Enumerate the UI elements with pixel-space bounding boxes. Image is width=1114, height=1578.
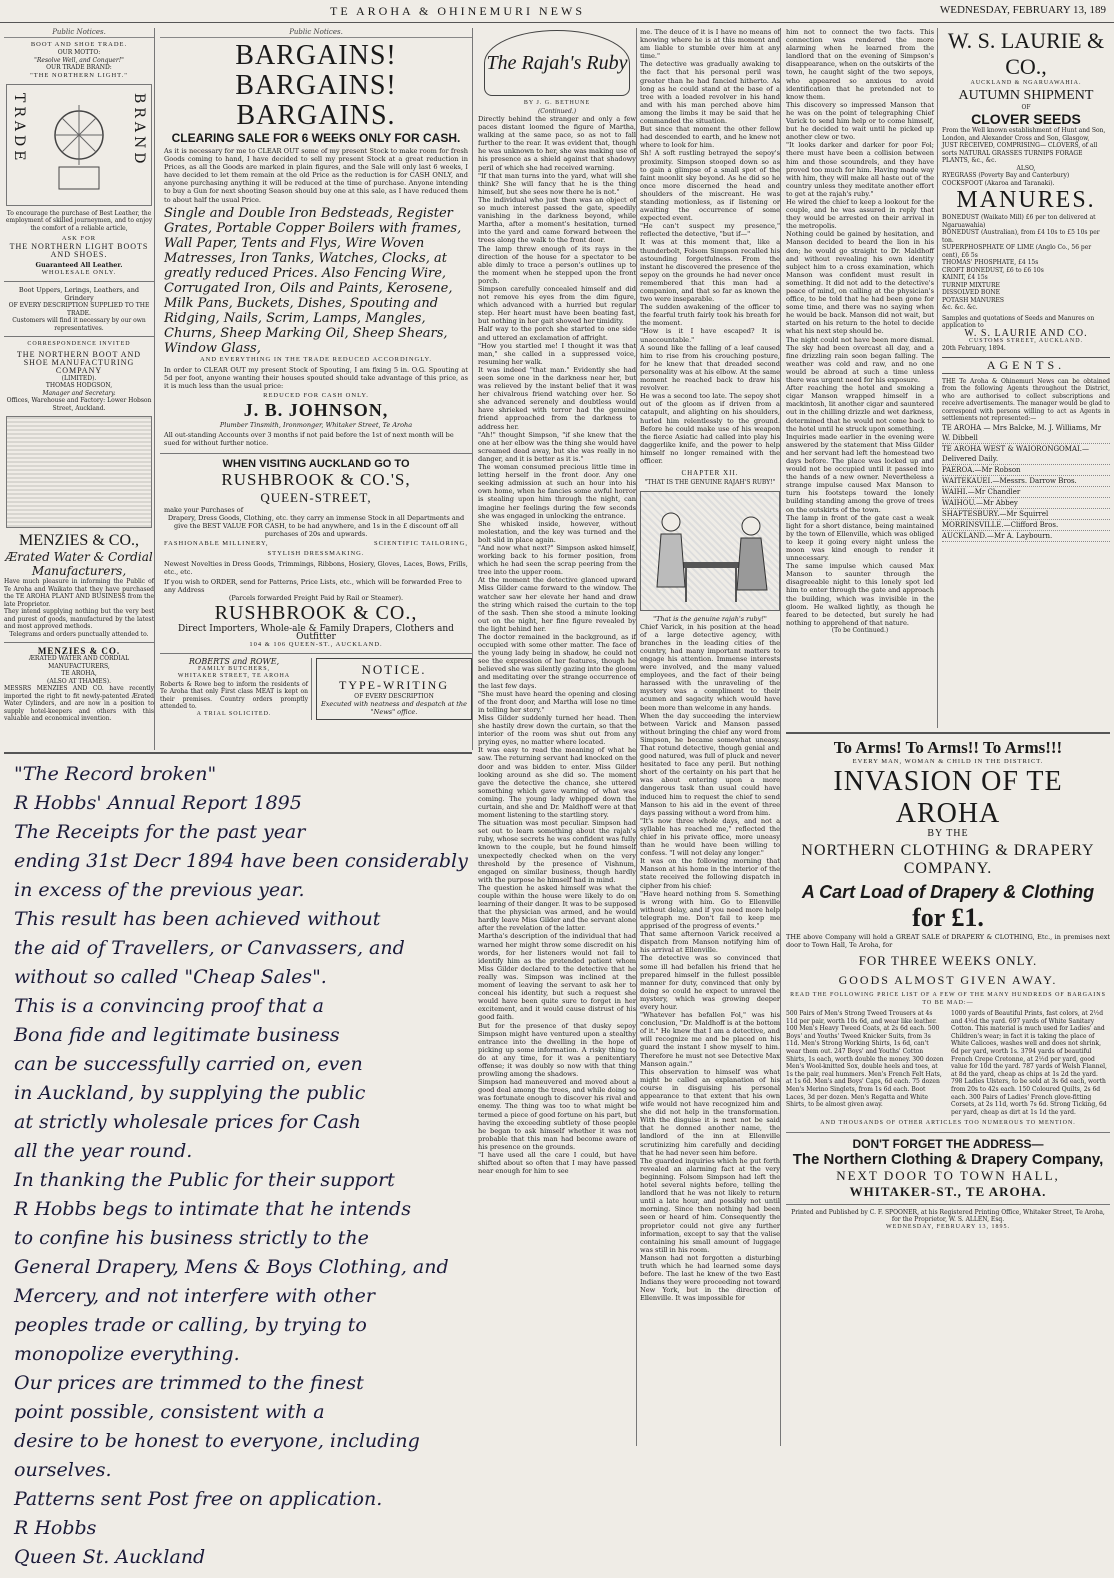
brand-name: "THE NORTHERN LIGHT." <box>30 71 128 79</box>
correspondence: CORRESPONDENCE INVITED <box>27 341 131 347</box>
figures-at-table-icon <box>641 492 779 608</box>
laurie-heading: W. S. LAURIE & CO., <box>947 28 1105 79</box>
story-paragraph: "It's now three whole days, and not a syllable has reached me," reflected the chief in his private office, more uneasy than he would have been willing to confess. "I will not delay any longer." <box>640 816 780 858</box>
story-paragraph: "Ah!" thought Simpson, "if she knew that the one at her elbow was the thing she would have screamed dead away, but she was really in no danger, and it is better as it is." <box>478 430 636 463</box>
items-list: Single and Double Iron Bedsteads, Register Grates, Portable Copper Boilers with frames, Wall Paper, Tents and Flys, Wire Woven Matresses, Iron Tanks, Watches, Clocks, at greatly reduced Prices. Also Fencing Wire, Corrugated Iron, Oils and Paints, Kerosene, Milk Pans, Buckets, Dishes, Spouting and Ridging, Nails, Scrim, Lamps, Mangles, Churns, Sheep Marking Oil, Sheep Shears, Window Glass, <box>164 205 462 356</box>
letter-line: Patterns sent Post free on application. <box>14 1488 383 1510</box>
letter-line: Our prices are trimmed to the finest <box>14 1372 364 1394</box>
story-paragraph: Manson had not forgotten a disturbing truth which he had learned some days before. The last he knew of the two East Indians they were proceeding not toward New York, but in the direction of Ellenville. It was impossible for <box>640 1253 780 1303</box>
letter-line: without so called "Cheap Sales". <box>14 966 327 988</box>
clearing-sale: CLEARING SALE FOR 6 WEEKS ONLY FOR CASH. <box>171 131 461 145</box>
story-paragraph: Nothing could be gained by hesitation, and Manson decided to beard the lion in his den; he would go straight to Dr. Maldhoff and without revealing his own identity subject him to a cross examination, which Manson was confident must result in something. It did not add to the detective's peace of mind, on calling at the physician's office, to be told that he had been gone for some time, and there was no saying when he would be back. Manson did not wait, but started on his return to the hotel to decide what his next step should be. <box>786 230 934 336</box>
boot-trade-heading: BOOT AND SHOE TRADE. <box>30 41 128 48</box>
story-illustration <box>640 491 780 611</box>
letter-line: desire to be honest to everyone, including <box>14 1430 420 1452</box>
agent-row: SHAFTESBURY.—Mr Squirrel <box>942 509 1110 520</box>
story-paragraph: That same afternoon Varick received a dispatch from Manson notifying him of his arrival at Ellenville. <box>640 930 780 955</box>
samples-text: If you wish to ORDER, send for Patterns, Price Lists, etc., which will be forwarded Free to any Address <box>164 577 462 594</box>
agent-row: WAITEKAUEI.—Messrs. Darrow Bros. <box>942 476 1110 487</box>
received-list: JUST RECEIVED, COMPRISING— CLOVERS, of all sorts NATURAL GRASSES TURNIPS FORAGE PLANTS, &c., &c. <box>942 142 1098 164</box>
story-paragraph: The lamp in front of the gate cast a weak light for a short distance, being maintained by the town of Ellenville, which was obliged to keep it going every night unless the moon was kind enough to render it unnecessary. <box>786 513 934 563</box>
johnson-name: J. B. JOHNSON, <box>243 399 389 420</box>
letter-line: ourselves. <box>14 1459 112 1481</box>
rushbrook-address: 104 & 106 QUEEN-ST., AUCKLAND. <box>249 640 383 648</box>
read-price-list: READ THE FOLLOWING PRICE LIST OF A FEW OF THE MANY HUNDREDS OF BARGAINS TO BE MAD:— <box>790 992 1106 1006</box>
menzies-text: Have much pleasure in informing the Public of Te Aroha and Waikato that they have purchased the TE AROHA PLANT AND BUSINESS from the late Proprietor. <box>4 578 154 608</box>
story-paragraph: This discovery so impressed Manson that he was on the point of telegraphing Chief Varick to send him help or to come himself, but he decided to wait until he picked up another clew or two. <box>786 100 934 142</box>
three-weeks: FOR THREE WEEKS ONLY. <box>858 953 1038 968</box>
limited: (LIMITED). <box>61 374 97 382</box>
menzies-heading-2: MENZIES & CO. <box>37 646 121 656</box>
story-paragraph: Chief Varick, in his position at the head of a large detective agency, with branches in the leading cities of the country, had many important matters to engage his attention. Immense interests were involved, and the many valued employees, and the fact of their being harassed with the unraveling of the mystery was a compliment to their acumen and sagacity which would have been more than welcome in any hands. <box>640 622 780 712</box>
story-paragraph: "Whatever has befallen Fol," was his conclusion, "Dr. Maldhoff is at the bottom of it." He knew that I am a detective, and will recognize me and be placed on his guard the instant I show myself to him. Therefore he must not see Detective Max Manson again." <box>640 1011 780 1068</box>
story-paragraph: Simpson had maneuvered and moved about a good deal among the trees, and while doing so was fortunate enough to discover his rival and enemy. The thing was too to what might be termed a piece of good fortune on his part, but having the exceeding subtlety of those people he began to ask himself whether it was not probable that this man had become aware of his presence on the grounds. <box>478 1078 636 1151</box>
column-public-notices-right <box>160 28 473 750</box>
agent-row: PAEROA.—Mr Robson <box>942 465 1110 476</box>
bargains-heading: BARGAINS! BARGAINS! <box>235 40 397 101</box>
brand-word: BRAND <box>131 92 147 167</box>
samples-line: Samples and quotations of Seeds and Manures on application to <box>942 314 1095 329</box>
letter-line: in Auckland, by supplying the public <box>14 1082 366 1104</box>
roberts-heading: ROBERTS and ROWE, <box>188 656 280 666</box>
spouting-order: In order to CLEAR OUT my present Stock of Spouting, I am fixing 5 in. O.G. Spouting at 5d per foot, anyone wanting their houses spouted should take advantage of this price, as it is much less than the usual price: <box>164 365 468 390</box>
story-paragraph: The detective was gradually awaking to the fact that his personal peril was greater than he had fancied hitherto. As long as he could stand at the base of a tree with a loaded revolver in his hand and with his man perched above him among the limbs it may be said that he commanded the situation. <box>640 60 780 126</box>
northern-light-emblem-icon <box>44 95 114 195</box>
masthead <box>0 0 1114 23</box>
roberts-rowe-ad <box>160 658 312 721</box>
story-paragraph: This observation to himself was what might be called an explanation of his course in disguising his personal appearance to that extent that his own wife would not have recognized him and she did not help in the transformation. With the disguise it is next not be said that he donned another name, the landlord of the inn at Ellenville scrutinizing him carefully and deciding that he had never seen him before. <box>640 1067 780 1157</box>
manure-item: &c. &c. &c. <box>942 304 978 311</box>
masthead-date: WEDNESDAY, FEBRUARY 13, 189 <box>939 4 1106 16</box>
story-paragraph: But since that moment the other fellow had descended to earth, and he knew not where to look for him. <box>640 125 780 150</box>
letter-line: General Drapery, Mens & Boys Clothing, and <box>14 1256 449 1278</box>
letter-line: in excess of the previous year. <box>14 879 305 901</box>
manure-item: KAINIT, £4 15s <box>942 274 988 281</box>
column-public-notices-left <box>4 28 155 750</box>
every-man: EVERY MAN, WOMAN & CHILD IN THE DISTRICT. <box>852 758 1044 765</box>
story-paragraph: The question he asked himself was what the couple within the house were likely to do on learning of their danger. It was to be supposed that the physician was armed, and he would hardly leave Miss Gilder and the servant alone after the revelation of the latter. <box>478 883 636 933</box>
printer-date: WEDNESDAY, FEBRUARY 13, 1895. <box>885 1223 1011 1230</box>
laurie-date: 20th February, 1894. <box>942 345 1006 352</box>
te-aroha-label: TE AROHA, <box>61 670 97 677</box>
story-paragraph: The woman consumed precious little time in letting herself in the front door. Any one seeking admission at such an hour into his own home, when he fancies some awful horror is stealing upon him through the night, can imagine her feelings during the few seconds she was engaged in unlocking the entrance. <box>478 463 636 520</box>
agents-list <box>942 423 1110 542</box>
novelties: Newest Novelties in Dress Goods, Trimmings, Ribbons, Hosiery, Gloves, Laces, Bows, Frills, etc., etc. <box>164 559 468 576</box>
story-paragraph: The night could not have been more dismal. The sky had been overcast all day, and a fine drizzling rain soon began falling. The weather was cold and raw, and no one would be abroad at such a time unless there was urgent need for his exposure. <box>786 335 934 385</box>
from-well: From the Well known establishment of Hunt and Son, London, and Alexander Cross and Son, Glasgow, <box>942 127 1106 142</box>
story-paragraph: The guarded inquiries which he put forth revealed an alarming fact at the very beginning. Folsom Simpson had left the hotel several nights before, telling the landlord that he was not likely to return until a late hour, and possibly not until morning. Since then nothing had been seen or heard of him. Consequently the proprietor could not give any further information, except to say that the valise containing his small amount of luggage was still in his room. <box>640 1156 780 1254</box>
brand-label: OUR TRADE BRAND: <box>46 64 112 71</box>
story-paragraph: It was easy to read the meaning of what he saw. The returning servant had knocked on the door and was bidden to enter. Miss Gilder looking around as she did so. The moment gave the detective the chance, she uttered something which gave warning of what was coming. The young lady whipped down the curtain, and she and Dr. Maldhoff were at that moment listening to the startling story. <box>478 746 636 820</box>
agent-row: WAIHOU.—Mr Abbey <box>942 498 1110 509</box>
menzies-heading: MENZIES & CO., <box>19 532 139 549</box>
clover-seeds: CLOVER SEEDS <box>971 111 1081 127</box>
manager-title: Manager and Secretary. <box>42 389 116 397</box>
column-serial-story-continued <box>640 28 781 1446</box>
rushbrook-heading-2: RUSHBROOK & CO., <box>214 601 418 624</box>
story-paragraph: The sudden awakening of the officer to the fearful truth fairly took his breath for the moment. <box>640 303 780 328</box>
letter-line: This is a convincing proof that a <box>14 995 324 1017</box>
customs-street: CUSTOMS STREET, AUCKLAND. <box>968 337 1084 344</box>
story-paragraph: He was a second too late. The sepoy shot out of the gloom as if driven from a catapult, and alighting on his shoulders, hurled him relentlessly to the ground. Before he could make use of his weapon the fierce Asiatic had called into play his daggerlike knife, and the power to help himself no longer remained with the officer. <box>640 392 780 465</box>
encourage-text: To encourage the purchase of Best Leather, the employment of skilled journeymen, and to enjoy the comfort of a reliable article, <box>5 209 153 232</box>
story-paragraph: But for the presence of that dusky sepoy Simpson might have ventured upon a stealthy entrance into the dwelling in the hope of picking up some information. A risky thing to do at any time, for it was a penitentiary offense; it was doubly so now with that thing prowling among the shadows. <box>478 1021 636 1079</box>
customers: Customers will find it necessary by our own representatives. <box>12 317 146 332</box>
accounts-notice: All out-standing Accounts over 3 months if not paid before the 1st of next month will be sued for without further notice. <box>164 430 454 447</box>
plumber-line: Plumber Tinsmith, Ironmonger, Whitaker Street, Te Aroha <box>219 420 413 429</box>
letter-line: all the year round. <box>14 1140 193 1162</box>
bargains-heading-2: BARGAINS. <box>236 100 396 131</box>
bottling-machine-illustration <box>6 416 152 528</box>
drapery-text: Drapery, Dress Goods, Clothing, etc. they carry an immense Stock in all Departments and give the BEST VALUE FOR CASH, to be had anywhere, and 1s in the £ discount off all purchases of 20s and upwards. <box>167 513 465 538</box>
uppers: Boot Uppers, Lerings, Leathers, and Grindery <box>18 286 140 302</box>
story-paragraph: When the day succeeding the interview between Varick and Manson passed without bringing the chief any word from Simpson, he became somewhat uneasy. That rotund detective, though genial and good natured, was full of pluck and never hesitated to face any peril. But nothing short of the certainty on his part that he was about entering upon a more dangerous task than usual could have induced him to request the chief to send Manson to his aid in the event of three days passing without a word from him. <box>640 711 780 817</box>
agent-row: TE AROHA WEST & WAIORONGOMAI.—Delivered Daily. <box>942 444 1110 465</box>
letter-line: This result has been achieved without <box>14 908 381 930</box>
story-paragraph: The doctor remained in the background, as if occupied with some other matter. The face of the young lady being in shadow, he could not see the expression of her features, though he believed she was silently gazing into the gloom and meditating over the strange occurrence of the last few days. <box>478 633 636 690</box>
messrs-text: MESSRS MENZIES AND CO. have recently imported the right to fit newly-patented Ærated Water Cylinders, and are now in a position to supply hotel-keepers and others with this valuable and economical invention. <box>4 685 154 722</box>
also-label: ALSO, <box>1016 164 1036 172</box>
autumn-shipment: AUTUMN SHIPMENT <box>958 87 1094 103</box>
sale-intro: As it is necessary for me to CLEAR OUT some of my present Stock to make room for fresh Goods coming to hand, I have decided to sell my present Stock at a great reduction in Prices, as all the Goods are marked in plain figures, and the Sale will only last 6 weeks, I have decided to let them remain at the old Price as the reduction is for CASH ONLY, and anyone purchasing anything it will be reduced at the time of purchase. Anyone intending to buy a Gun for next shooting Season should buy one at this sale, as I have reduced them to about half the usual Price. <box>164 147 468 204</box>
story-paragraph: Directly behind the stranger and only a few paces distant loomed the figure of Martha, walking at the same pace, so as not to fall further to the rear. It was evident that, though he was unknown to her, she was making use of his presence as a shield against that shadowy peril of which she had received warning. <box>478 115 636 172</box>
cartload-heading: A Cart Load of Drapery & Clothing <box>801 882 1095 902</box>
queen-street: QUEEN-STREET, <box>260 489 372 505</box>
for-one-pound: for £1. <box>912 903 984 932</box>
story-paragraph: Inquiries made earlier in the evening were answered by the statement that Miss Gilder and her servant had left the homestead two days before. The place was locked up and would not be occupied until it passed into the hands of a new owner. Nevertheless a strange impulse caused Max Manson to turn his footsteps toward the lonely building standing among the grove of trees on the outskirts of the town. <box>786 432 934 514</box>
offices: Offices, Warehouse and Factory: Lower Hobson Street, Auckland. <box>6 397 152 412</box>
story-paragraph: "Have heard nothing from S. Something is wrong with him. Go to Ellenville without delay, and if you need more help telegraph me. Don't fail to keep me apprised of the progress of events." <box>640 889 780 931</box>
laurie-heading-2: W. S. LAURIE AND CO. <box>964 327 1088 339</box>
dont-forget: DON'T FORGET THE ADDRESS— <box>852 1136 1044 1151</box>
story-paragraph: It was at this moment that, like a thunderbolt, Folsom Simpson recalled his astounding forgetfulness. From the instant he discovered the presence of the sepoy on the grounds he had never once remembered that this man had a companion, and that so far as known the two were inseparable. <box>640 238 780 304</box>
agent-row: AUCKLAND.—Mr A. Laybourn. <box>942 531 1110 542</box>
manures-heading: MANURES. <box>956 187 1096 213</box>
masthead-title: TE AROHA & OHINEMURI NEWS <box>330 4 585 18</box>
cocksfoot: COCKSFOOT (Akaroa and Taranaki). <box>942 179 1055 187</box>
price-list-right: 1000 yards of Beautiful Prints, fast colors, at 2½d and 4½d the yard. 697 yards of White Sanitary Cotton. This material is much used for Ladies' and Children's wear; in fact it is taking the place of White Calicoes, washes well and does not shrink, 6d per yard, worth 1s. 3794 yards of beautiful French Crepe Cretonne, at 2½d per yard, good value for 10d the yard. 787 yards of Welsh Flannel, at 8d the yard, cheap as chips at 1s 2d the yard. 798 Ladies Ulsters, to be sold at 3s 6d each, worth from 20s to 42s each. 150 Coloured Quilts, 2s 6d each. 300 Pairs of Ladies' French glove-fitting Corsets, at 2s 11d, worth 7s 6d. Strong Ticking, 6d per yard, cheap as dirt at 1s 1d the yard. <box>951 1010 1107 1116</box>
importers-line: Direct Importers, Whole-ale & Family Drapers, Clothers and Outfitter <box>178 623 454 642</box>
story-paragraph: The same impulse which caused Max Manson to saunter through the disagreeable night to this lonely spot led him to enter through the gate and approach the building, which was invisible in the gloom. He walked lightly, as though he feared to be detected, but surely he had nothing to apprehend of that nature. <box>786 562 934 627</box>
story-paragraph: Half way to the porch she started to one side and uttered an exclamation of affright. <box>478 325 636 342</box>
purchases-line: make your Purchases of <box>164 505 244 514</box>
wholesale-only: WHOLESALE ONLY. <box>41 269 117 276</box>
story-paragraph: "How you startled me! I thought it was that man," she called in a suppressed voice, resuming her walk. <box>478 341 636 366</box>
sale-text: THE above Company will hold a GREAT SALE of DRAPERY & CLOTHING, Etc., in premises next door to Town Hall, Te Aroha, for <box>786 933 1110 949</box>
manure-item: TURNIP MIXTURE <box>942 281 1000 289</box>
parcels-line: (Parcels forwarded Freight Paid by Rail or Steamer). <box>228 593 404 602</box>
whitaker-line: WHITAKER STREET, TE AROHA <box>177 673 291 680</box>
notice-heading: NOTICE. <box>361 661 427 677</box>
manure-item: BONEDUST (Waikato Mill) £6 per ton delivered at Ngaruawahia) <box>942 214 1096 229</box>
price-list-left: 500 Pairs of Men's Strong Tweed Trousers at 4s 11d per pair, worth 10s 6d, and wear like leather. 100 Men's Heavy Tweed Coats, at 2s 6d each. 500 Boys' and Youths' Tweed Knicker Suits, from 3s 11d. Men's Strong Working Shirts, 1s 6d, can't wear them out. 247 Boys' and Youths' Cotton Shirts, 1s each, worth double the money. 300 dozen Men's Wool-knitted Sox, double heels and toes, at 1s the pair, real hummers. Men's French Felt Hats, at 1s 6d. Men's and Boys' Caps, 6d each. 75 dozen Men's Merino Singlets, from 1s 6d each. Boot Laces, 3d per dozen. Men's Regatta and White Shirts, to be almost given away. <box>786 1010 944 1109</box>
roberts-text: Roberts & Rowe beg to inform the residents of Te Aroha that only First class MEAT is kept on their premises. Country orders promptly attended to. <box>160 680 308 711</box>
story-paragraph: "And now what next?" Simpson asked himself, working back to his former position, from which he had seen the scrap peering from the tree into the upper room. <box>478 543 636 577</box>
product-name: THE NORTHERN LIGHT BOOTS AND SHOES. <box>9 242 149 259</box>
letter-line: monopolize everything. <box>14 1343 240 1365</box>
every-description: OF EVERY DESCRIPTION SUPPLIED TO THE TRADE. <box>8 302 150 317</box>
chapter-heading: CHAPTER XII. <box>681 469 739 478</box>
letter-line: The Receipts for the past year <box>14 821 306 843</box>
agent-row: TE AROHA — Mrs Balcke, M. J. Williams, Mr W. Dibbell <box>942 423 1110 444</box>
story-tail <box>786 28 938 728</box>
invasion-heading: INVASION OF TE AROHA <box>833 766 1063 829</box>
letter-line: R Hobbs begs to intimate that he intends <box>14 1198 411 1220</box>
column-right-ads <box>786 28 1110 1446</box>
laurie-sub: AUCKLAND & NGARUAWAHIA. <box>970 80 1082 86</box>
story-paragraph: Simpson carefully concealed himself and did not remove his eyes from the dim figure, which advanced with a hurried but regular step. Her heart must have been beating fast, but nothing in her gait showed her timidity. <box>478 284 636 326</box>
column-serial-story <box>478 28 637 1446</box>
story-paragraph: It was on the following morning that Manson at his home in the interior of the state received the following dispatch in cipher from his chief: <box>640 857 780 890</box>
letter-line: Bona fide and legitimate business <box>14 1024 340 1046</box>
manure-item: CROFT BONEDUST, £6 to £6 10s <box>942 266 1044 274</box>
every-description-line: OF EVERY DESCRIPTION <box>354 692 434 700</box>
company-name: THE NORTHERN BOOT AND SHOE MANUFACTURING COMPANY <box>16 349 142 375</box>
by-the: BY THE <box>927 828 969 839</box>
story-paragraph: After reaching the hotel and smoking a cigar Manson wrapped himself in a mackintosh, lit another cigar and sauntered out in the chilling drizzle and wet darkness, determined that he would not come back to the hotel until he struck upon something. <box>786 384 934 433</box>
reduced-cash: REDUCED FOR CASH ONLY. <box>263 391 369 399</box>
letter-line: at strictly wholesale prices for Cash <box>14 1111 361 1133</box>
printer-line: Printed and Published by C. F. SPOONER, at his Registered Printing Office, Whitaker Street, Te Aroha, for the Proprietor, W. S. ALLEN, Esq. <box>791 1208 1105 1224</box>
story-paragraph: A sound like the falling of a leaf caused him to rise from his crouching posture, for he knew that that dreaded second personality was at his elbow. At the same moment he reached back to draw his revolver. <box>640 343 780 393</box>
agent-row: WAIHI.—Mr Chandler <box>942 487 1110 498</box>
butchers-line: FAMILY BUTCHERS, <box>197 665 271 672</box>
letter-line: can be successfully carried on, even <box>14 1053 363 1075</box>
laurie-ad <box>942 28 1110 728</box>
story-paragraph: me. The deuce of it is I have no means of knowing where he is at this moment and am liable to stumble over him at any time." <box>640 28 780 61</box>
guaranteed: Guaranteed All Leather. <box>35 261 123 269</box>
letter-line: the aid of Travellers, or Canvassers, and <box>14 937 405 959</box>
letter-line: point possible, consistent with a <box>14 1401 325 1423</box>
story-paragraph: "It looks darker and darker for poor Fol; there must have been a collision between him and those scoundrels, and they have proved too much for him. Having made way with him, they will make all haste out of the country unless they meditate another effort to get at the rajah's ruby." <box>786 141 934 198</box>
manure-item: THOMAS' PHOSPHATE, £4 15s <box>942 259 1039 266</box>
letter-line: "The Record broken" <box>14 763 217 785</box>
letter-line: Mercery, and not interfere with other <box>14 1285 375 1307</box>
story-paragraph: "How is it I have escaped? It is unaccountable." <box>640 327 780 344</box>
telegrams: Telegrams and orders punctually attended to. <box>9 630 149 638</box>
manure-item: POTASH MANURES <box>942 296 1005 304</box>
agents-text: THE Te Aroha & Ohinemuri News can be obtained from the following Agents throughout the District, who are authorised to collect subscriptions and receive advertisements. The manager would be glad to correspond with persons willing to act as Agents in settlements not represented:— <box>942 377 1110 422</box>
agents-heading: AGENTS. <box>942 357 1110 374</box>
story-paragraph: Martha's description of the individual that had warned her might throw some discredit on his words, for her listeners would not fail to identify him as the pretended patient whom Miss Gilder declared to the detective that he really was. Simpson was inclined at the moment of leaving the servant to ask her to conceal his identity, but such a request she would have been quite sure to forget in her excitement, and it would cause distrust of his good faith. <box>478 932 636 1022</box>
dressmaking: STYLISH DRESSMAKING. <box>267 549 365 557</box>
letter-line: to confine his business strictly to the <box>14 1227 369 1249</box>
thousands-line: AND THOUSANDS OF OTHER ARTICLES TOO NUMEROUS TO MENTION. <box>820 1120 1076 1127</box>
everything-reduced: AND EVERYTHING IN THE TRADE REDUCED ACCORDINGLY. <box>199 355 433 363</box>
to-arms-heading: To Arms! To Arms!! To Arms!!! <box>833 738 1063 757</box>
motto-label: OUR MOTTO: <box>57 49 101 56</box>
continued-label: (Continued.) <box>537 107 577 115</box>
rajahs-ruby-logo: The Rajah's Ruby <box>484 30 630 96</box>
author-line: BY J. G. BETHUNE <box>523 100 591 106</box>
agent-row: MORRINSVILLE.—Clifford Bros. <box>942 520 1110 531</box>
story-paragraph: The detective was so convinced that some ill had befallen his friend that he prepared himself in the fullest possible manner for duty, convinced that only by doing so could he expect to unravel the mystery, which was growing deeper every hour. <box>640 954 780 1011</box>
manure-item: BONEDUST (Australian), from £4 10s to £5 10s per ton. <box>942 229 1100 244</box>
story-paragraph: She whisked inside, however, without molestation, and the key was turned and the bolt slid in place again. <box>478 519 636 544</box>
letter-line: R Hobbs' Annual Report 1895 <box>14 792 302 814</box>
letter-line: peoples trade or calling, by trying to <box>14 1314 367 1336</box>
chapter-title: "THAT IS THE GENUINE RAJAH'S RUBY!" <box>644 479 776 487</box>
section-heading: Public Notices. <box>160 28 472 38</box>
ask-for: ASK FOR <box>61 235 97 242</box>
story-paragraph: The situation was most peculiar. Simpson had set out to learn something about the rajah's ruby, whose secrets he was confident was fully known to the couple, but he found himself unexpectedly checked when on the very threshold by the presence of Vishnum, engaged on similar business, though hardly with the purpose he himself had in mind. <box>478 819 636 884</box>
motto: "Resolve Well, and Conquer!" <box>34 56 124 64</box>
handwritten-letter <box>4 752 472 1568</box>
letter-line: R Hobbs <box>14 1517 97 1539</box>
visiting-auckland: WHEN VISITING AUCKLAND GO TO <box>222 457 410 470</box>
story-paragraph: "If that man turns into the yard, what will she think? She will fancy that he is the thing himself, but she sees now there he is not." <box>478 171 636 196</box>
northern-clothing-ad <box>786 732 1110 1231</box>
story-paragraph: "He can't suspect my presence," reflected the detective, "but if—" <box>640 222 780 239</box>
company-address-name: The Northern Clothing & Drapery Company, <box>792 1150 1104 1168</box>
illustration-caption: "That is the genuine rajah's ruby!" <box>653 614 767 623</box>
trial-solicited: A TRIAL SOLICITED. <box>196 710 272 717</box>
northern-company: NORTHERN CLOTHING & DRAPERY COMPANY. <box>801 842 1095 877</box>
typewriting-heading: TYPE-WRITING <box>339 677 449 692</box>
millinery: FASHIONABLE MILLINERY, <box>164 539 269 547</box>
manure-item: SUPERPHOSPHATE OF LIME (Anglo Co., 56 per cent), £6 5s <box>942 244 1092 259</box>
menzies-text-2: They intend supplying nothing but the very best and purest of goods, manufactured by the latest and most approved methods. <box>4 608 154 630</box>
goods-given-away: GOODS ALMOST GIVEN AWAY. <box>838 973 1058 987</box>
typewriting-notice <box>316 658 472 721</box>
story-paragraph: Miss Gilder suddenly turned her head. Then she hastily drew down the curtain, so that the interior of the room was shut out from any prying eyes, no matter where located. <box>478 713 636 747</box>
letter-line: ending 31st Decr 1894 have been considerably <box>14 850 468 872</box>
letter-body <box>4 754 472 1578</box>
trade-mark-illustration <box>6 84 152 206</box>
story-paragraph: At the moment the detective glanced upward Miss Gilder came forward to the window. The watcher saw her elevate her hand and draw the string which raised the curtain to the top of the sash. Then she stood a minute looking out on the night, her fine figure revealed by the light behind her. <box>478 576 636 633</box>
story-paragraph: "I have used all the care I could, but have shifted about so often that I may have passed near enough for him to see <box>478 1151 636 1176</box>
thames-label: (ALSO AT THAMES). <box>47 677 111 685</box>
manager-name: THOMAS HODGSON, <box>45 382 113 389</box>
of-label: OF <box>1021 103 1031 111</box>
rushbrook-heading: RUSHBROOK & CO.'S, <box>221 469 411 489</box>
story-paragraph: Sh! A soft rustling betrayed the sepoy's proximity. Simpson stooped down so as to gain a glimpse of a small spot of the faint moonlit sky beyond. As he did so he once more discerned the head and shoulders of the miscreant. He was standing motionless, as if listening or awaiting the occurrence of some expected event. <box>640 149 780 223</box>
manure-item: DISSOLVED BONE <box>942 289 1000 296</box>
story-paragraph: He wired the chief to keep a lookout for the couple, and he was assured in reply that they would be arrested on their arrival in the metropolis. <box>786 197 934 231</box>
to-be-continued: (To be Continued.) <box>831 626 889 634</box>
story-paragraph: him not to connect the two facts. This connection was rendered the more alarming when he learned from the landlord that on the evening of Simpson's disappearance, when on the outskirts of the town, he caught sight of the two sepoys, who appeared so anxious to avoid identification that he pretended not to know them. <box>786 28 934 101</box>
story-paragraph: The individual who just then was an object of so much interest passed the gate, speedily vanishing in the darkness beyond, while Martha, after a moment's hesitation, turned into the yard and came forward between the trees along the walk to the front door. <box>478 195 636 245</box>
executed-line: Executed with neatness and despatch at the "News" office. <box>321 700 467 717</box>
letter-line: In thanking the Public for their support <box>14 1169 395 1191</box>
tailoring: SCIENTIFIC TAILORING, <box>373 539 468 547</box>
menzies-sub-2: ÆRATED WATER AND CORDIAL MANUFACTURERS, <box>28 655 130 670</box>
ryegrass: RYEGRASS (Poverty Bay and Canterbury) <box>942 172 1070 179</box>
story-paragraph: "She must have heard the opening and closing of the front door, and Martha will lose no time in telling her story." <box>478 689 636 714</box>
next-door: NEXT DOOR TO TOWN HALL, <box>836 1167 1060 1183</box>
story-paragraph: The lamp threw enough of its rays in the direction of the house for a spectator to be able dimly to trace a person's outlines up to the moment when he stepped upon the front porch. <box>478 244 636 285</box>
story-paragraph: It was indeed "that man." Evidently she had seen some one in the darkness near her, but was relieved by the instant belief that it was her chivalrous friend watching over her. So she advanced serenely and doubtless would have shrieked with terror had the genuine friend approached from the darkness to address her. <box>478 365 636 431</box>
trade-word: TRADE <box>11 92 27 164</box>
aerated-subheading: Ærated Water & Cordial Manufacturers, <box>5 550 153 578</box>
letter-line: Queen St. Auckland <box>14 1546 206 1568</box>
whitaker-street: WHITAKER-ST., TE AROHA. <box>849 1183 1047 1199</box>
section-heading: Public Notices. <box>4 28 154 38</box>
